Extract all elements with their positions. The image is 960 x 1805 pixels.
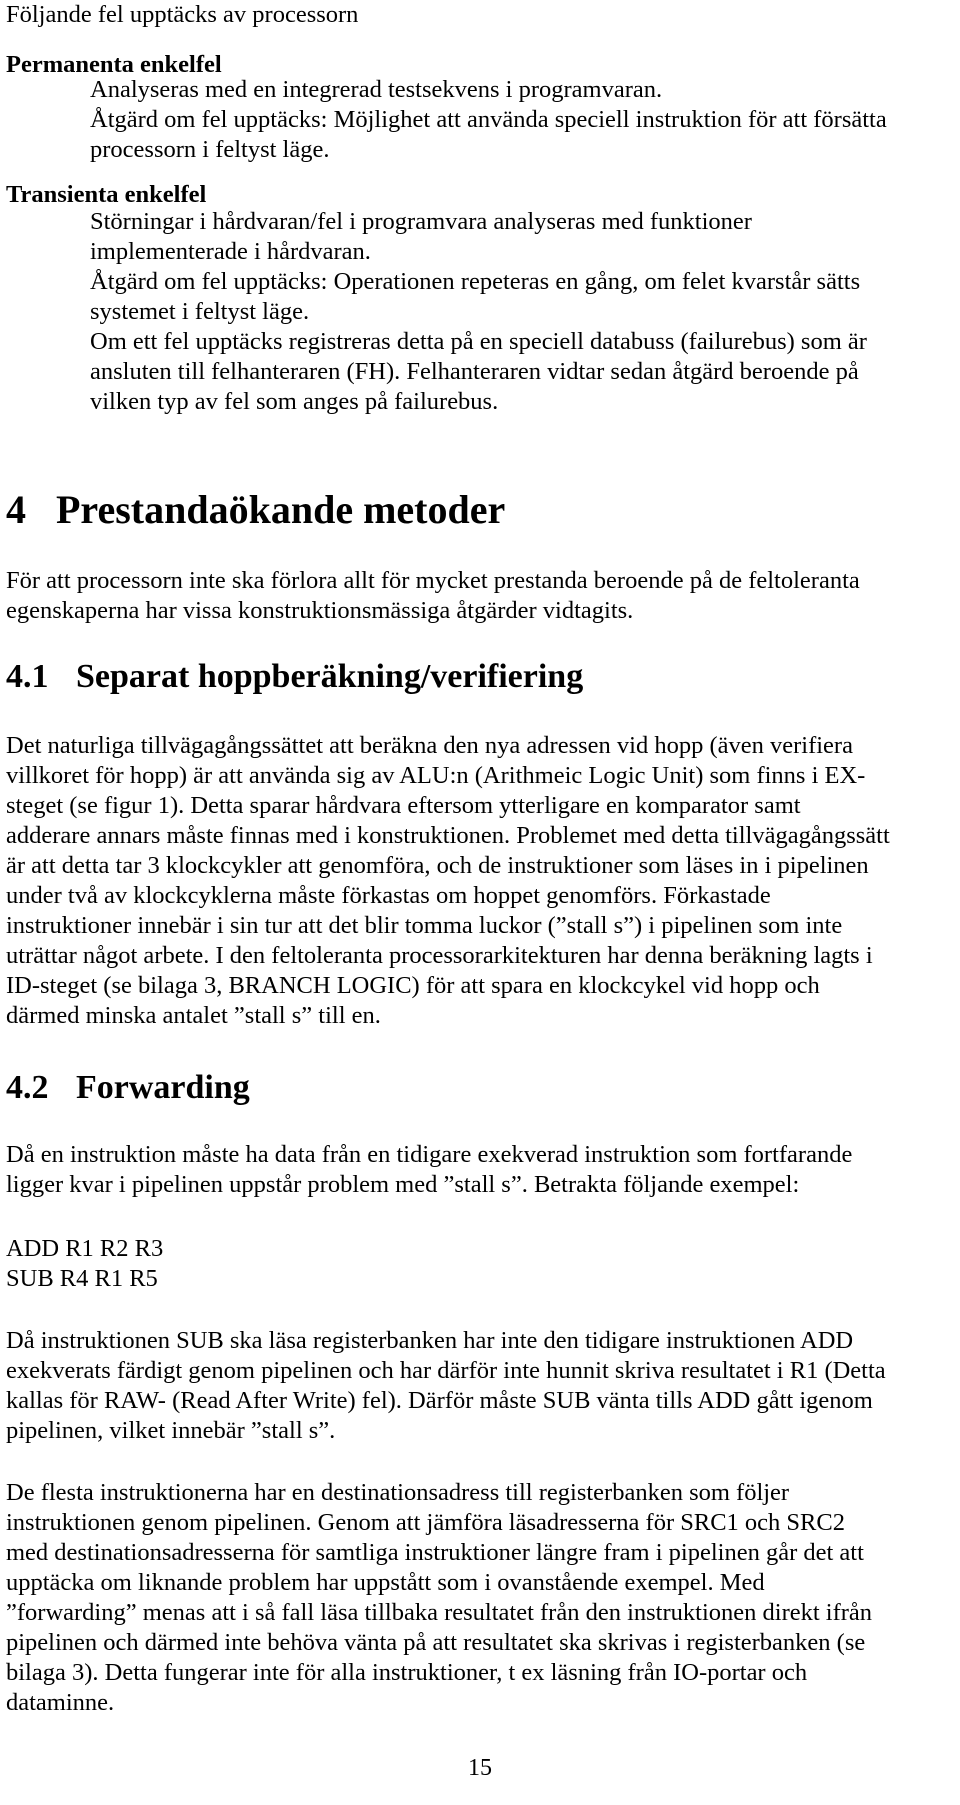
- section-4-2-paragraph-2: Då instruktionen SUB ska läsa registerbanken har inte den tidigare instruktionen ADD exekverats färdigt genom pipelinen och har därför inte hunnit skriva resultatet i R1 (Detta kallas för RAW- (Read After Write) fel). Därför måste SUB vänta tills ADD gått igenom pipelinen, vilket innebär ”stall s”.: [6, 1327, 886, 1444]
- section-4-1-text: Det naturliga tillvägagångssättet att beräkna den nya adressen vid hopp (även verifiera villkoret för hopp) är att använda sig av ALU:n (Arithmeic Logic Unit) som finns i EX- steget (se figur 1). Detta sparar hårdvara eftersom ytterligare en komparator samt adderare annars måste finnas med i konstruktionen. Problemet med detta tillvägagångssätt är att detta tar 3 klockcykler att genomföra, och de instruktioner som läses in i pipelinen under två av klockcyklerna måste förkastas om hoppet genomförs. Förkastade instruktioner innebär i sin tur att det blir tomma luckor (”stall s”) i pipelinen som inte uträttar något arbete. I den feltoleranta processorarkitekturen har denna beräkning lagts i ID-steget (se bilaga 3, BRANCH LOGIC) för att spara en klockcykel vid hopp och därmed minska antalet ”stall s” till en.: [6, 732, 890, 1029]
- code-example: ADD R1 R2 R3 SUB R4 R1 R5: [6, 1235, 164, 1292]
- intro-line: Följande fel upptäcks av processorn: [6, 1, 359, 28]
- section-4-2-heading: [6, 1067, 250, 1109]
- section-4-1-number: 4.1: [6, 658, 49, 695]
- section-4-2-title: Forwarding: [76, 1069, 250, 1106]
- section-4-1-heading: [6, 656, 583, 698]
- transient-errors-text: Störningar i hårdvaran/fel i programvara analyseras med funktioner implementerade i hårdvaran. Åtgärd om fel upptäcks: Operationen repeteras en gång, om felet kvarstår sätts systemet i feltyst läge. Om ett fel upptäcks registreras detta på en speciell databuss (failurebus) som är ansluten till felhanteraren (FH). Felhanteraren vidtar sedan åtgärd beroende på vilken typ av fel som anges på failurebus.: [90, 208, 867, 415]
- section-4-2-paragraph-3: De flesta instruktionerna har en destinationsadress till registerbanken som följer instruktionen genom pipelinen. Genom att jämföra läsadresserna för SRC1 och SRC2 med destinationsadresserna för samtliga instruktioner längre fram i pipelinen går det att upptäcka om liknande problem har uppstått som i ovanstående exempel. Med ”forwarding” menas att i så fall läsa tillbaka resultatet från den instruktionen direkt ifrån pipelinen och därmed inte behöva vänta på att resultatet ska skrivas i registerbanken (se bilaga 3). Detta fungerar inte för alla instruktioner, t ex läsning från IO-portar och dataminne.: [6, 1479, 873, 1716]
- section-4-intro: För att processorn inte ska förlora allt för mycket prestanda beroende på de feltoleranta egenskaperna har vissa konstruktionsmässiga åtgärder vidtagits.: [6, 567, 860, 624]
- section-4-2-paragraph-1: Då en instruktion måste ha data från en tidigare exekverad instruktion som fortfarande ligger kvar i pipelinen uppstår problem med ”stall s”. Betrakta följande exempel:: [6, 1141, 853, 1198]
- permanent-errors-heading: Permanenta enkelfel: [6, 51, 222, 78]
- section-4-heading: [6, 486, 505, 534]
- section-4-number: 4: [6, 487, 26, 532]
- section-4-1-title: Separat hoppberäkning/verifiering: [76, 658, 584, 695]
- section-4-title: Prestandaökande metoder: [56, 487, 506, 532]
- permanent-errors-text: Analyseras med en integrerad testsekvens i programvaran. Åtgärd om fel upptäcks: Möjlighet att använda speciell instruktion för att försätta processorn i feltyst läge.: [90, 76, 887, 163]
- section-4-2-number: 4.2: [6, 1069, 49, 1106]
- transient-errors-heading: Transienta enkelfel: [6, 181, 207, 208]
- page-number: 15: [468, 1755, 492, 1781]
